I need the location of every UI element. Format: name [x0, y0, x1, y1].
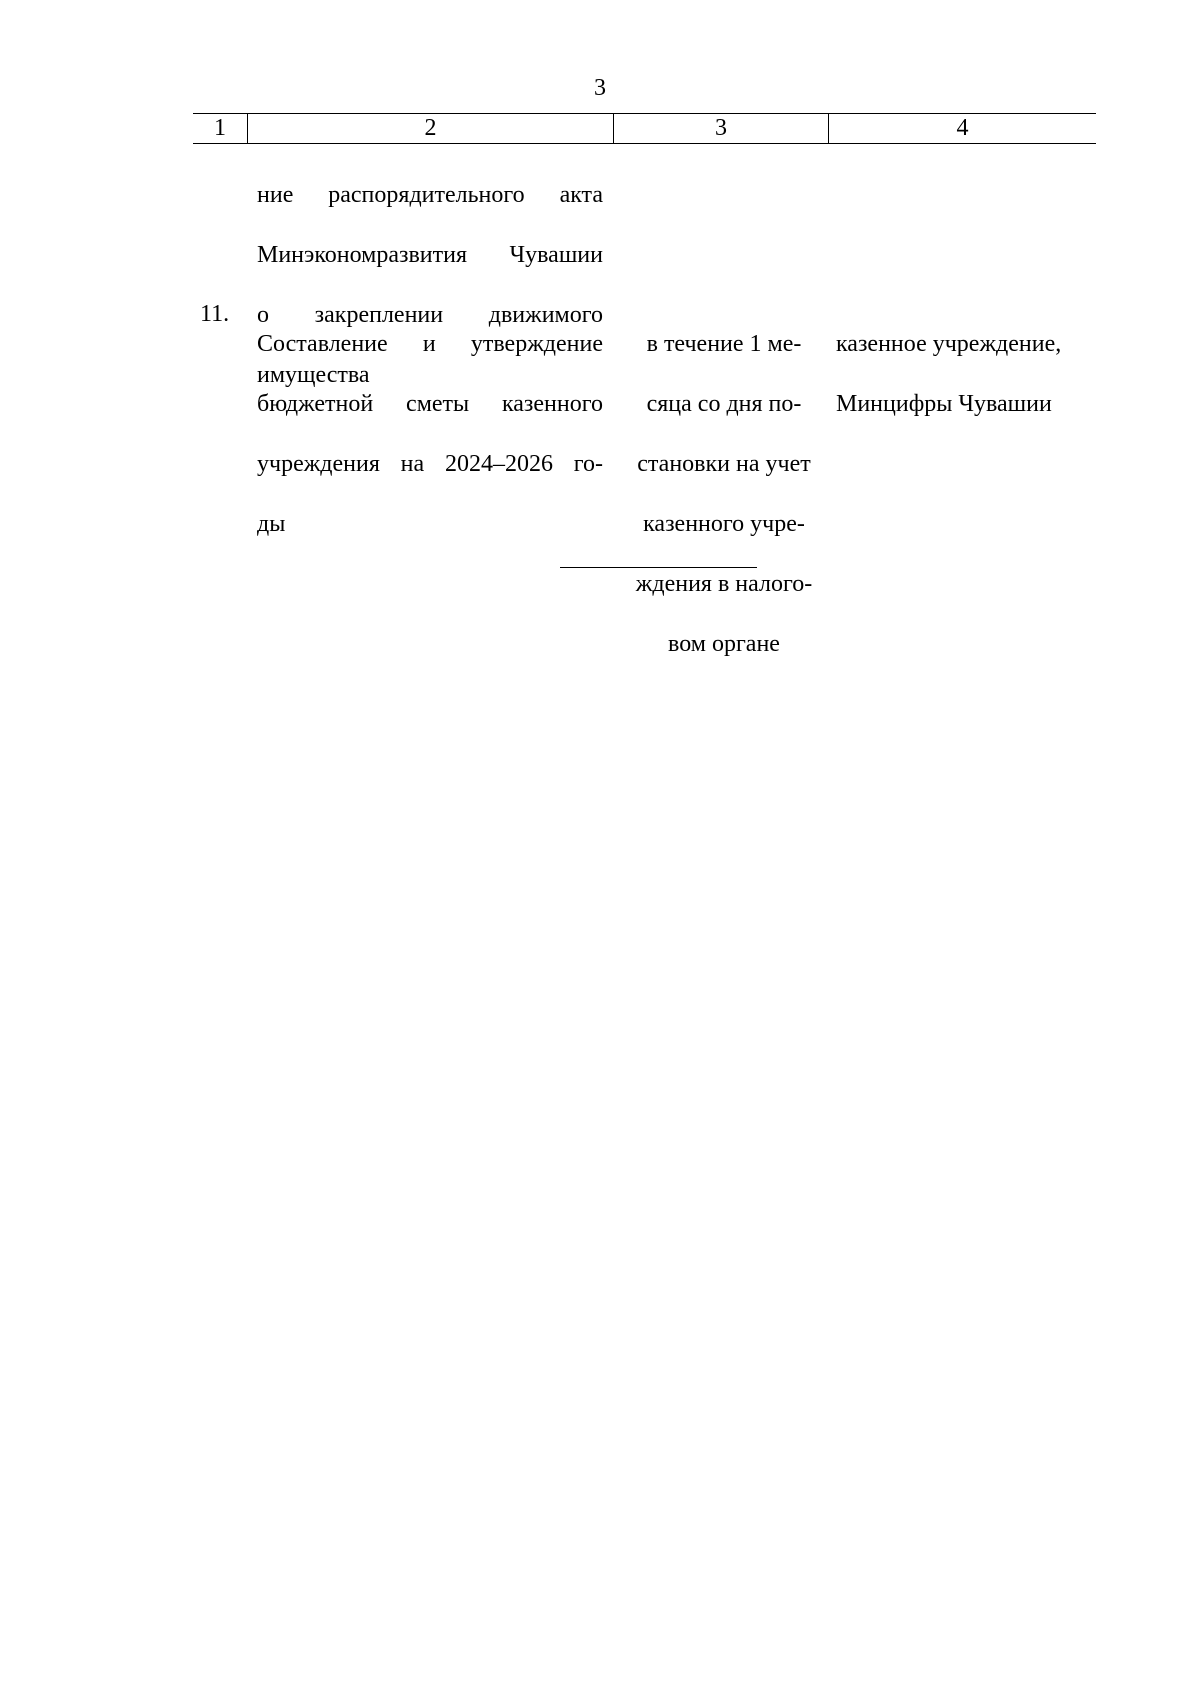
table-row-term — [624, 299, 824, 689]
continuation-line: Минэкономразвития Чувашии — [257, 242, 603, 268]
table-row-number: 11. — [200, 301, 230, 327]
term-line: вом органе — [668, 631, 780, 657]
term-line: ждения в налого- — [635, 571, 813, 597]
table-header-col-2: 2 — [248, 114, 614, 143]
description-line: ды — [257, 511, 286, 537]
term-line: сяца со дня по- — [646, 391, 802, 417]
term-line: становки на учет — [637, 451, 811, 477]
table-header-row — [193, 113, 1096, 144]
term-line: в течение 1 ме- — [646, 331, 802, 357]
table-header-col-4: 4 — [956, 115, 969, 141]
table-row-description — [257, 299, 603, 569]
page-number: 3 — [594, 75, 606, 101]
responsible-line: казенное учреждение, — [836, 331, 1062, 357]
continuation-line: ние распорядительного акта — [257, 182, 603, 208]
table-header-col-1: 1 — [193, 114, 248, 143]
description-line: бюджетной сметы казенного — [257, 391, 603, 417]
continuation-line: имущества — [257, 362, 370, 388]
continuation-line: о закреплении движимого — [257, 302, 603, 328]
table-header-col-3: 3 — [614, 114, 829, 143]
description-line: Составление и утверждение — [257, 331, 603, 357]
end-of-document-line — [560, 567, 757, 568]
description-line: учреждения на 2024–2026 го- — [257, 451, 603, 477]
term-line: казенного учре- — [643, 511, 805, 537]
table-row-responsible — [836, 299, 1092, 449]
responsible-line: Минцифры Чувашии — [836, 391, 1052, 417]
